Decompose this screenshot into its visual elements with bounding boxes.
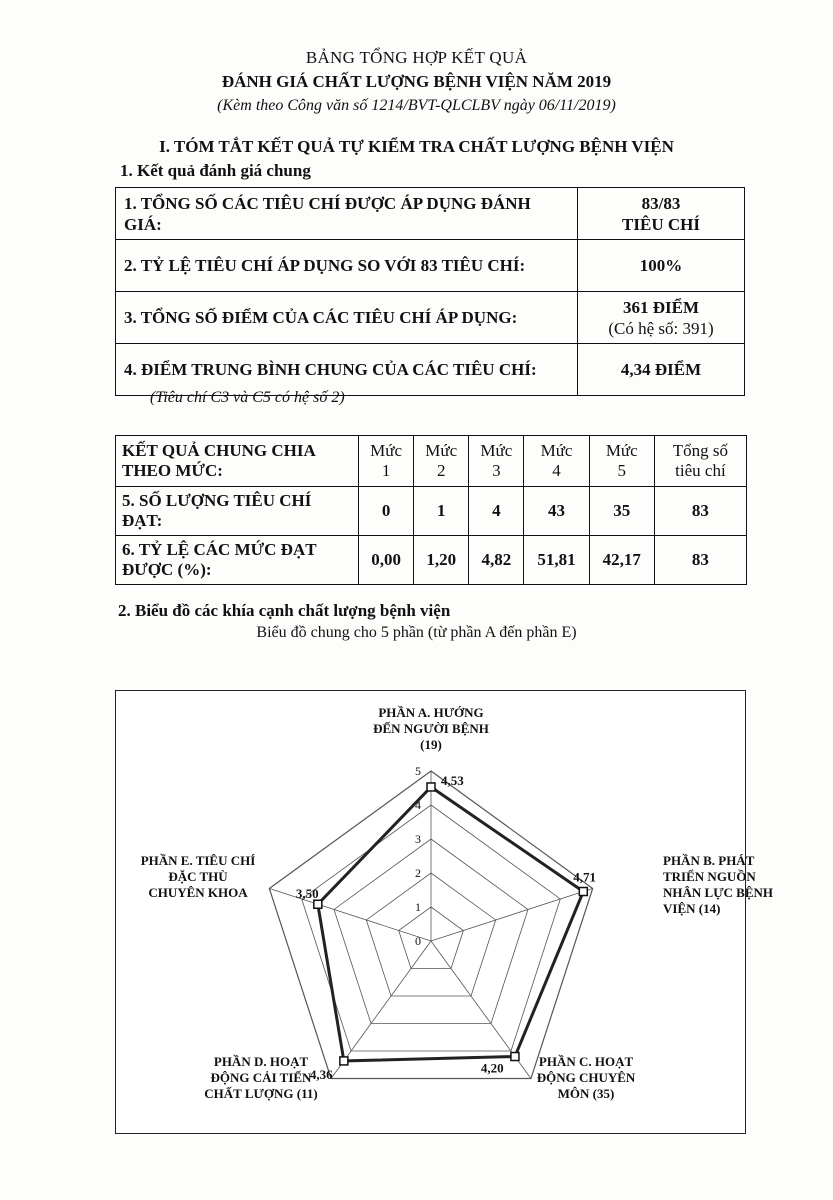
axis-label: (19) <box>420 737 442 752</box>
summary-value-main: 4,34 ĐIỂM <box>620 360 702 379</box>
tick-label: 0 <box>415 934 421 948</box>
table-header-row <box>116 436 747 487</box>
summary-value <box>578 344 745 396</box>
summary-value <box>578 188 745 240</box>
row-label: 5. SỐ LƯỢNG TIÊU CHÍ ĐẠT: <box>116 487 359 536</box>
axis-label: ĐỘNG CẢI TIẾN <box>210 1070 312 1085</box>
section-title: I. TÓM TẮT KẾT QUẢ TỰ KIỂM TRA CHẤT LƯỢNG BỆNH VIỆN <box>159 137 674 156</box>
total-header-line2: tiêu chí <box>675 461 726 480</box>
summary-value-sub: TIÊU CHÍ <box>622 214 700 234</box>
table-cell: 4,82 <box>469 536 524 585</box>
table-cell: 1 <box>414 487 469 536</box>
table-row <box>116 536 747 585</box>
levels-header-label: KẾT QUẢ CHUNG CHIA THEO MỨC: <box>116 436 359 487</box>
table-row <box>116 487 747 536</box>
level-number: 2 <box>436 461 446 480</box>
level-header <box>359 436 414 487</box>
data-point <box>340 1057 348 1065</box>
axis-label: ĐẶC THÙ <box>168 869 228 884</box>
subsection-general-results: 1. Kết quả đánh giá chung <box>120 161 311 180</box>
total-header-line1: Tổng số <box>672 441 729 460</box>
doc-reference-line: (Kèm theo Công văn số 1214/BVT-QLCLBV ngày 06/11/2019) <box>217 97 616 114</box>
axis-label: VIỆN (14) <box>663 901 721 916</box>
data-point <box>511 1053 519 1061</box>
summary-value <box>578 240 745 292</box>
level-word: Mức <box>605 441 638 460</box>
level-number: 5 <box>617 461 626 480</box>
levels-table <box>115 435 747 585</box>
table-row <box>116 344 745 396</box>
table-row <box>116 240 745 292</box>
tick-label: 4 <box>415 798 421 812</box>
summary-label: 3. TỔNG SỐ ĐIỂM CỦA CÁC TIÊU CHÍ ÁP DỤNG: <box>116 292 578 344</box>
level-number: 4 <box>552 461 561 480</box>
subsection-chart: 2. Biểu đồ các khía cạnh chất lượng bệnh viện <box>118 601 451 620</box>
doc-title-line2: ĐÁNH GIÁ CHẤT LƯỢNG BỆNH VIỆN NĂM 2019 <box>221 72 612 91</box>
summary-value-sub: (Có hệ số: 391) <box>608 318 714 338</box>
data-label: 4,53 <box>441 772 464 788</box>
data-point <box>579 888 587 896</box>
axis-label: CHẤT LƯỢNG (11) <box>204 1086 318 1101</box>
summary-label: 2. TỶ LỆ TIÊU CHÍ ÁP DỤNG SO VỚI 83 TIÊU CHÍ: <box>116 240 578 292</box>
chart-caption: Biểu đồ chung cho 5 phần (từ phần A đến phần E) <box>256 624 577 641</box>
radar-chart <box>116 691 774 1133</box>
summary-value-main: 83/83 <box>641 193 681 213</box>
level-header <box>524 436 589 487</box>
axis-label: ĐỘNG CHUYÊN <box>536 1070 636 1085</box>
level-header <box>414 436 469 487</box>
table-cell: 0 <box>359 487 414 536</box>
data-label: 4,20 <box>480 1060 504 1076</box>
axis-label: PHẦN C. HOẠT <box>538 1054 634 1069</box>
axis-label: TRIỂN NGUỒN <box>663 869 756 884</box>
level-number: 3 <box>492 461 501 480</box>
summary-label: 4. ĐIỂM TRUNG BÌNH CHUNG CỦA CÁC TIÊU CHÍ: <box>116 344 578 396</box>
summary-label: 1. TỔNG SỐ CÁC TIÊU CHÍ ĐƯỢC ÁP DỤNG ĐÁNH GIÁ: <box>116 188 578 240</box>
row-label: 6. TỶ LỆ CÁC MỨC ĐẠT ĐƯỢC (%): <box>116 536 359 585</box>
table-cell-total: 83 <box>654 487 746 536</box>
data-label: 4,36 <box>309 1066 333 1082</box>
axis-label: PHẦN B. PHÁT <box>663 853 755 868</box>
data-label: 3,50 <box>295 886 319 902</box>
axis-label: PHẦN A. HƯỚNG <box>378 705 484 720</box>
axis-label: PHẦN D. HOẠT <box>213 1054 309 1069</box>
summary-value <box>578 292 745 344</box>
level-header <box>469 436 524 487</box>
axis-label: CHUYÊN KHOA <box>148 885 248 900</box>
level-word: Mức <box>540 441 573 460</box>
table-row <box>116 188 745 240</box>
coefficient-note: (Tiêu chí C3 và C5 có hệ số 2) <box>150 389 345 406</box>
summary-value-main: 361 ĐIỂM <box>622 297 700 317</box>
table-cell: 51,81 <box>524 536 589 585</box>
data-series-line <box>318 787 583 1061</box>
table-cell: 35 <box>589 487 654 536</box>
table-cell: 0,00 <box>359 536 414 585</box>
table-cell: 43 <box>524 487 589 536</box>
axis-label: ĐẾN NGƯỜI BỆNH <box>373 721 489 736</box>
axis-label: MÔN (35) <box>557 1086 615 1101</box>
summary-value-main: 100% <box>639 256 683 275</box>
level-header <box>589 436 654 487</box>
table-cell: 4 <box>469 487 524 536</box>
summary-table <box>115 187 745 396</box>
tick-label: 3 <box>415 832 421 846</box>
radar-chart-frame <box>115 690 774 1134</box>
tick-label: 2 <box>415 866 421 880</box>
axis-spoke <box>431 888 593 941</box>
axis-label: NHÂN LỰC BỆNH <box>663 885 774 900</box>
tick-label: 5 <box>415 764 421 778</box>
tick-label: 1 <box>415 900 421 914</box>
table-row <box>116 292 745 344</box>
data-point <box>427 783 435 791</box>
axis-spoke <box>269 888 431 941</box>
level-word: Mức <box>480 441 513 460</box>
level-word: Mức <box>370 441 402 460</box>
data-label: 4,71 <box>573 869 597 885</box>
doc-title-line1: BẢNG TỔNG HỢP KẾT QUẢ <box>305 48 528 67</box>
level-word: Mức <box>425 441 458 460</box>
total-header <box>654 436 746 487</box>
axis-label: PHẦN E. TIÊU CHÍ <box>140 853 256 868</box>
table-cell: 42,17 <box>589 536 654 585</box>
table-cell: 1,20 <box>414 536 469 585</box>
level-number: 1 <box>381 461 391 480</box>
table-cell-total: 83 <box>654 536 746 585</box>
data-point <box>314 900 322 908</box>
